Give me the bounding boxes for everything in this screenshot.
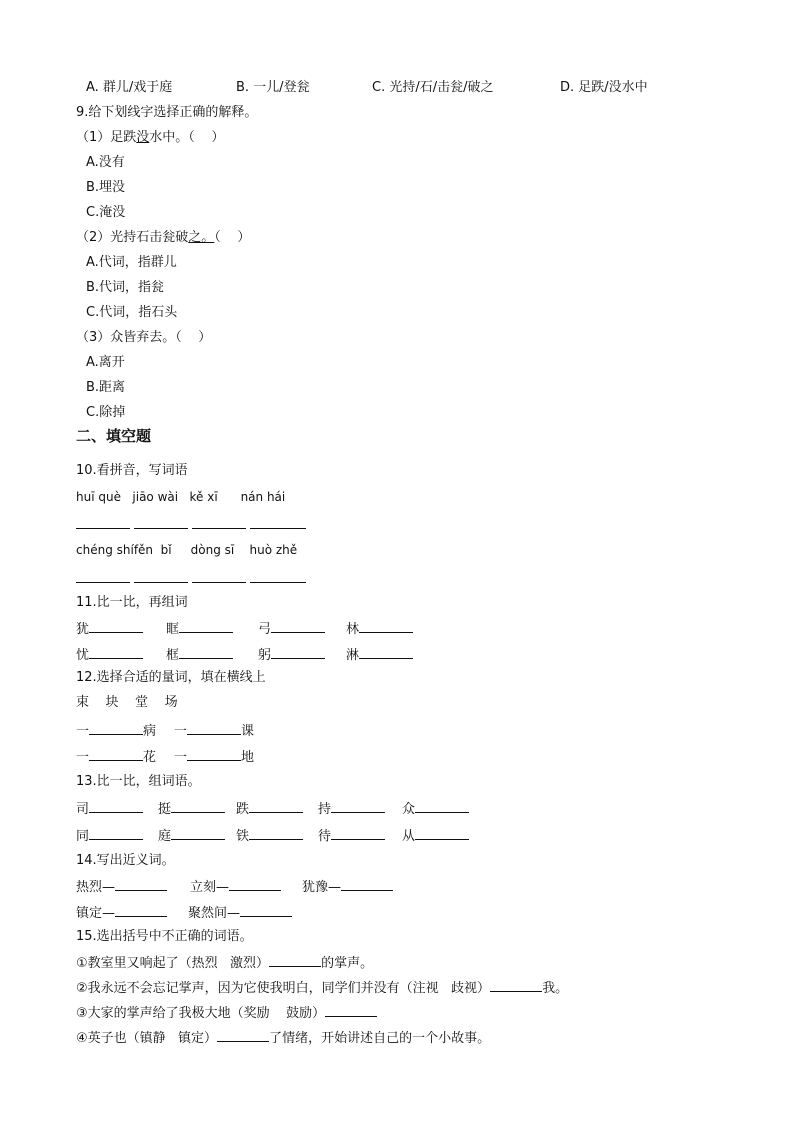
answer-blank[interactable] (325, 1004, 377, 1017)
q8-option-d: D. 足跌/没水中 (560, 80, 648, 95)
q11-item: 弓 (258, 620, 325, 638)
answer-blank[interactable] (271, 646, 325, 659)
answer-blank[interactable] (331, 827, 385, 840)
q14-item: 聚然间— (188, 904, 292, 922)
q11-item: 犹 (76, 620, 143, 638)
answer-blank[interactable] (415, 827, 469, 840)
answer-blank[interactable] (179, 646, 233, 659)
q12-item: 一 课 (174, 724, 255, 739)
q10-title: 10.看拼音，写词语 (76, 463, 188, 478)
q13-item: 铁 (236, 827, 303, 845)
q11-item: 眶 (166, 620, 233, 638)
q9-sub2-underlined: 之。 (188, 230, 215, 245)
q13-item: 跌 (236, 800, 303, 818)
q9-sub2-suffix: （ ） (214, 230, 251, 245)
section-heading: 二、填空题 (76, 427, 152, 445)
answer-blank[interactable] (229, 878, 281, 891)
q14-item: 热烈— (76, 878, 167, 896)
answer-blank[interactable] (89, 800, 143, 813)
q9-sub3-option-a: A.离开 (86, 355, 125, 370)
answer-blank[interactable] (217, 1029, 269, 1042)
answer-blank[interactable] (89, 827, 143, 840)
answer-blank[interactable] (249, 800, 303, 813)
q9-sub2-option-a: A.代词，指群儿 (86, 255, 177, 270)
q13-item: 持 (318, 800, 385, 818)
q11-item: 躬 (258, 646, 325, 664)
q13-item: 挺 (158, 800, 225, 818)
q9-sub2-option-c: C.代词，指石头 (86, 305, 178, 320)
q11-item: 框 (166, 646, 233, 664)
answer-blank[interactable] (490, 979, 542, 992)
answer-blank[interactable] (341, 878, 393, 891)
answer-blank[interactable] (269, 954, 321, 967)
answer-blank[interactable] (331, 800, 385, 813)
q12-item: 一 花 (76, 750, 157, 765)
q9-sub2-prefix: （2）光持石击瓮破 (76, 230, 189, 245)
q13-item: 待 (318, 827, 385, 845)
q13-item: 众 (402, 800, 469, 818)
answer-blank[interactable] (359, 646, 413, 659)
answer-blank[interactable] (115, 878, 167, 891)
q12-item: 一 病 (76, 724, 157, 739)
q9-sub3: （3）众皆弃去。（ ） (76, 330, 212, 345)
answer-blank[interactable] (89, 748, 143, 761)
answer-blank[interactable] (187, 748, 241, 761)
q12-title: 12.选择合适的量词，填在横线上 (76, 670, 266, 685)
q9-sub1-underlined: 没 (136, 130, 150, 145)
q9-sub2-option-b: B.代词，指瓮 (86, 280, 165, 295)
answer-blank[interactable] (115, 904, 167, 917)
q9-title: 9.给下划线字选择正确的解释。 (76, 105, 258, 120)
answer-blank[interactable] (171, 827, 225, 840)
q9-sub3-option-b: B.距离 (86, 380, 126, 395)
q10-pinyin-row1: huī què jiāo wài kě xī nán hái (76, 490, 286, 504)
q9-sub1-option-c: C.淹没 (86, 205, 126, 220)
answer-blank[interactable] (249, 827, 303, 840)
q9-sub1 (76, 130, 224, 146)
q15-item-4: ④英子也（镇静 镇定） 了情绪，开始讲述自己的一个小故事。 (76, 1031, 491, 1046)
answer-blank[interactable] (271, 620, 325, 633)
answer-blank[interactable] (179, 620, 233, 633)
q14-item: 犹豫— (302, 878, 393, 896)
q11-item: 林 (346, 620, 413, 638)
q9-sub2 (76, 230, 250, 246)
q11-item: 淋 (346, 646, 413, 664)
q15-item-3: ③大家的掌声给了我极大地（奖励 鼓励） (76, 1004, 377, 1022)
q13-item: 庭 (158, 827, 225, 845)
q9-sub1-suffix: 水中。（ ） (149, 130, 225, 145)
q15-item-2: ②我永远不会忘记掌声，因为它使我明白，同学们并没有（注视 歧视） 我。 (76, 981, 569, 996)
q9-sub1-option-a: A.没有 (86, 155, 125, 170)
answer-blank[interactable] (359, 620, 413, 633)
answer-blank[interactable] (89, 646, 143, 659)
q8-option-c: C. 光持/石/击瓮/破之 (372, 80, 494, 95)
q12-item: 一 地 (174, 750, 255, 765)
q14-item: 立刻— (190, 878, 281, 896)
q12-word-bank: 束 块 堂 场 (76, 695, 178, 710)
q11-item: 忧 (76, 646, 143, 664)
q9-sub1-option-b: B.埋没 (86, 180, 126, 195)
q13-title: 13.比一比，组词语。 (76, 774, 201, 789)
answer-blank[interactable] (240, 904, 292, 917)
q8-option-b: B. 一儿/登瓮 (236, 80, 310, 95)
q14-title: 14.写出近义词。 (76, 853, 175, 868)
q9-sub3-option-c: C.除掉 (86, 405, 126, 420)
q10-pinyin-row2: chéng shífěn bǐ dòng sī huò zhě (76, 543, 298, 557)
q15-item-1: ①教室里又响起了（热烈 激烈） 的掌声。 (76, 956, 374, 971)
answer-blank[interactable] (89, 722, 143, 735)
answer-blank[interactable] (415, 800, 469, 813)
answer-blank[interactable] (187, 722, 241, 735)
q9-sub1-prefix: （1）足跌 (76, 130, 137, 145)
q13-item: 司 (76, 800, 143, 818)
q15-title: 15.选出括号中不正确的词语。 (76, 929, 253, 944)
q8-option-a: A. 群儿/戏于庭 (86, 80, 173, 95)
q13-item: 从 (402, 827, 469, 845)
answer-blank[interactable] (89, 620, 143, 633)
q14-item: 镇定— (76, 904, 167, 922)
q11-title: 11.比一比，再组词 (76, 595, 188, 610)
answer-blank[interactable] (171, 800, 225, 813)
q13-item: 同 (76, 827, 143, 845)
